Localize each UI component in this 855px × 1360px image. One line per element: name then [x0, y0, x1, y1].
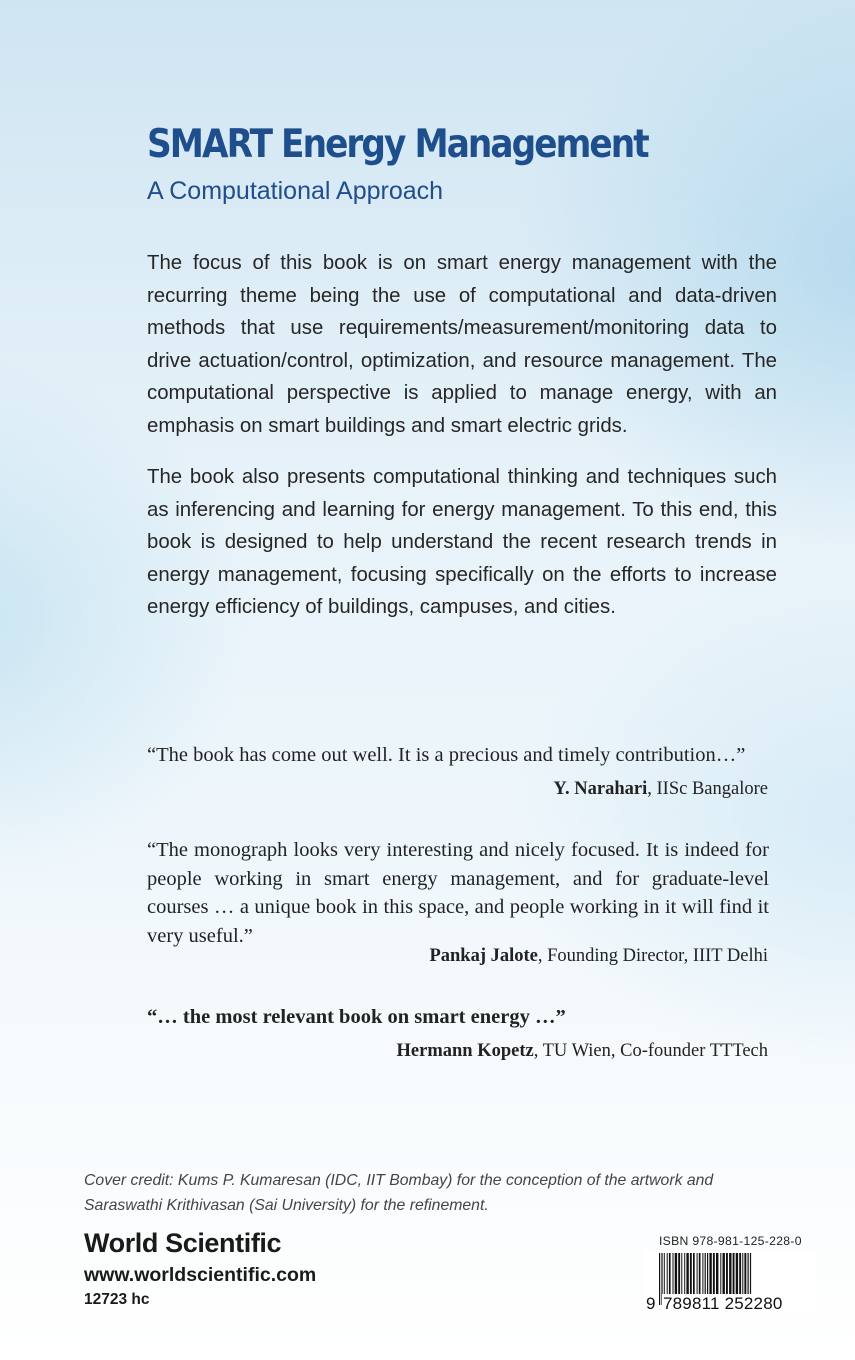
- barcode-bar: [659, 1253, 660, 1305]
- barcode-bar: [675, 1253, 677, 1297]
- barcode-bar: [693, 1253, 695, 1297]
- barcode-bar: [739, 1253, 741, 1297]
- isbn-number: ISBN 978-981-125-228-0: [659, 1234, 802, 1248]
- barcode-bar: [667, 1253, 668, 1297]
- barcode-bar: [723, 1253, 725, 1297]
- barcode-bar: [729, 1253, 731, 1297]
- endorser-affiliation: , IISc Bangalore: [647, 779, 768, 799]
- barcode-bar: [697, 1253, 698, 1297]
- catalog-code: 12723 hc: [84, 1291, 150, 1308]
- barcode-bar: [673, 1253, 674, 1297]
- barcode-lead-digit: 9: [646, 1294, 656, 1313]
- isbn-barcode: [645, 1250, 815, 1314]
- barcode-bar: [669, 1253, 671, 1297]
- cover-credit: Cover credit: Kums P. Kumaresan (IDC, IIT Bombay) for the conception of the artwork and Saraswathi Krithivasan (Sai University) for the refinement.: [84, 1172, 714, 1214]
- endorsement-quote: “… the most relevant book on smart energy …”: [147, 1006, 566, 1028]
- endorsement-attribution: [397, 1041, 768, 1062]
- endorser-affiliation: , TU Wien, Co-founder TTTech: [533, 1041, 768, 1061]
- barcode-bar: [686, 1253, 688, 1297]
- barcode-bar: [684, 1253, 685, 1297]
- book-subtitle: A Computational Approach: [147, 177, 444, 205]
- barcode-bar: [681, 1253, 682, 1297]
- endorser-name: Y. Narahari: [553, 779, 648, 799]
- publisher-website: www.worldscientific.com: [84, 1264, 317, 1286]
- book-title: SMART Energy Management: [147, 122, 648, 167]
- endorsement-quote: “The book has come out well. It is a precious and timely contribution…”: [147, 744, 746, 766]
- barcode-digits: 789811 252280: [663, 1294, 783, 1313]
- description-paragraph: The book also presents computational thinking and techniques such as inferencing and learning for energy management. To this end, this book is designed to help understand the recent research trends in energy management, focusing specifically on the efforts to increase energy efficiency of buildings, campuses, and cities.: [147, 466, 777, 619]
- barcode-bar: [713, 1253, 715, 1297]
- barcode-bar: [664, 1253, 665, 1297]
- endorsement-attribution: [429, 946, 768, 967]
- barcode-bar: [678, 1253, 680, 1297]
- barcode-bar: [699, 1253, 701, 1297]
- endorser-affiliation: , Founding Director, IIIT Delhi: [537, 946, 768, 966]
- endorsement-attribution: [553, 779, 768, 800]
- barcode-bar: [709, 1253, 711, 1297]
- publisher-name: World Scientific: [84, 1228, 282, 1258]
- description-paragraph: The focus of this book is on smart energy management with the recurring theme being the use of computational and data-driven methods that use requirements/measurement/monitoring data to drive actuation/control, optimization, and resource management. The computational perspective is applied to manage energy, with an emphasis on smart buildings and smart electric grids.: [147, 252, 777, 437]
- endorser-name: Pankaj Jalote: [429, 946, 538, 966]
- barcode-bar: [733, 1253, 735, 1297]
- barcode-bar: [736, 1253, 738, 1297]
- endorser-name: Hermann Kopetz: [396, 1041, 534, 1061]
- barcode-bar: [716, 1253, 718, 1297]
- barcode-bar: [702, 1253, 703, 1297]
- barcode-bar: [690, 1253, 692, 1297]
- endorsement-quote: “The monograph looks very interesting and nicely focused. It is indeed for people working in smart energy management, and for graduate-level courses … a unique book in this space, and people working in it will find it very useful.”: [147, 839, 769, 947]
- barcode-bar: [726, 1253, 728, 1297]
- barcode-bar: [720, 1253, 721, 1297]
- barcode-bar: [744, 1253, 746, 1297]
- barcode-bar: [742, 1253, 743, 1297]
